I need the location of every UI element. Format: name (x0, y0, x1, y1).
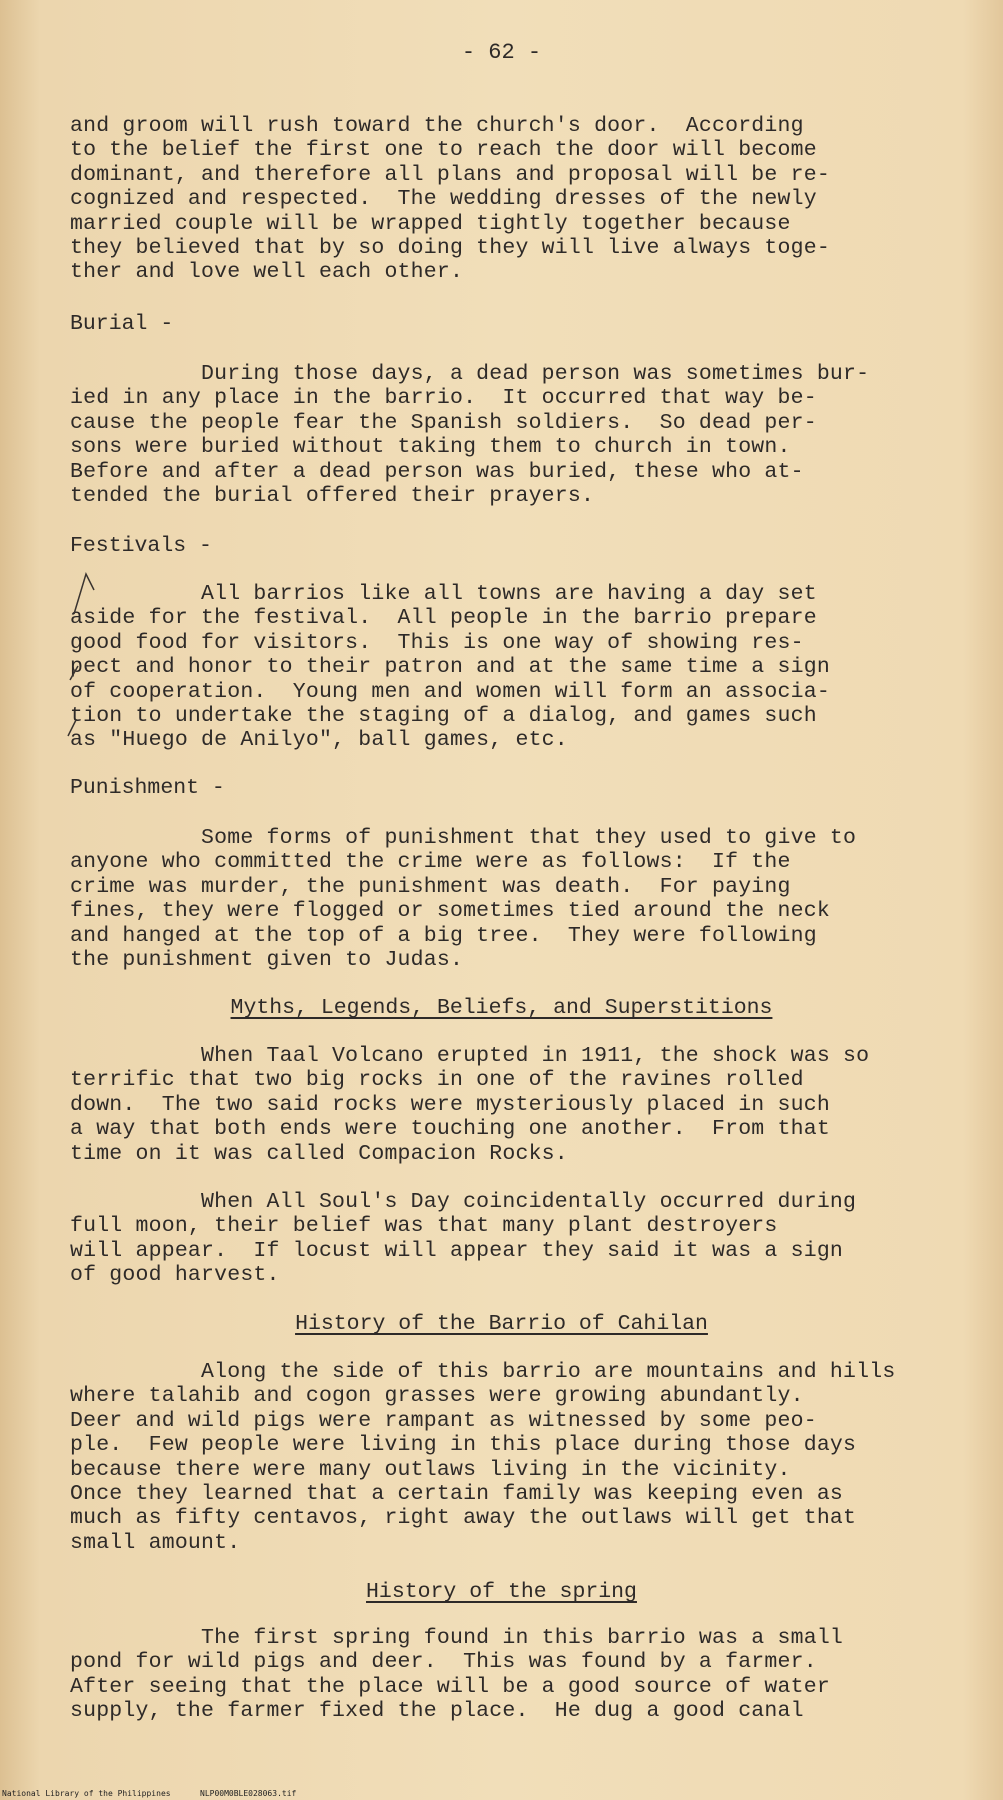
text-line: will appear. If locust will appear they said it was a sign (70, 1238, 844, 1263)
text-line: supply, the farmer fixed the place. He dug a good canal (70, 1699, 804, 1724)
text-line: ied in any place in the barrio. It occurred that way be- (70, 386, 817, 411)
history-cahilan-title (0, 1312, 1003, 1336)
text-line: pect and honor to their patron and at the same time a sign (70, 655, 830, 680)
handwritten-margin-mark (64, 570, 104, 740)
festivals-paragraph (70, 582, 950, 753)
text-line: small amount. (70, 1530, 241, 1555)
footer-library-credit: National Library of the Philippines (2, 1789, 171, 1798)
myths-title (0, 996, 1003, 1020)
text-line: ple. Few people were living in this place during those days (70, 1433, 857, 1458)
text-line: to the belief the first one to reach the door will become (70, 138, 817, 163)
text-line: The first spring found in this barrio was a small (70, 1626, 844, 1650)
history-spring-paragraph (70, 1626, 950, 1724)
text-line: Once they learned that a certain family was keeping even as (70, 1481, 844, 1506)
text-line: good food for visitors. This is one way of showing res- (70, 630, 804, 655)
text-line: Before and after a dead person was buried, these who at- (70, 459, 804, 484)
text-line: anyone who committed the crime were as follows: If the (70, 850, 791, 875)
footer-file-name: NLP00M0BLE028063.tif (200, 1789, 297, 1798)
text-line: dominant, and therefore all plans and proposal will be re- (70, 162, 830, 187)
text-line: and hanged at the top of a big tree. They were following (70, 923, 817, 948)
intro-paragraph (70, 114, 950, 285)
punishment-paragraph (70, 826, 950, 972)
text-line: terrific that two big rocks in one of the ravines rolled (70, 1068, 804, 1093)
text-line: where talahib and cogon grasses were growing abundantly. (70, 1384, 804, 1409)
text-line: they believed that by so doing they will live always toge- (70, 235, 830, 260)
history-spring-title (0, 1580, 1003, 1604)
page-number: - 62 - (461, 40, 542, 65)
text-line: crime was murder, the punishment was death. For paying (70, 874, 791, 899)
myths-paragraph-2 (70, 1190, 950, 1288)
text-line: During those days, a dead person was sometimes bur- (70, 362, 870, 386)
history-spring-title-text: History of the spring (366, 1580, 637, 1604)
text-line: down. The two said rocks were mysteriously placed in such (70, 1092, 830, 1117)
festivals-heading: Festivals - (70, 534, 212, 558)
text-line: of good harvest. (70, 1263, 280, 1288)
text-line: as "Huego de Anilyo", ball games, etc. (70, 728, 568, 753)
burial-heading: Burial - (70, 312, 174, 336)
text-line: sons were buried without taking them to church in town. (70, 435, 791, 460)
punishment-heading: Punishment - (70, 776, 225, 800)
text-line: time on it was called Compacion Rocks. (70, 1141, 568, 1166)
myths-title-text: Myths, Legends, Beliefs, and Superstitions (230, 996, 773, 1020)
text-line: the punishment given to Judas. (70, 947, 464, 972)
text-line: aside for the festival. All people in the barrio prepare (70, 606, 817, 631)
text-line: After seeing that the place will be a good source of water (70, 1674, 830, 1699)
text-line: cause the people fear the Spanish soldiers. So dead per- (70, 410, 817, 435)
myths-paragraph-1 (70, 1044, 950, 1166)
text-line: cognized and respected. The wedding dresses of the newly (70, 187, 817, 212)
history-cahilan-paragraph (70, 1360, 950, 1555)
text-line: Along the side of this barrio are mountains and hills (70, 1360, 896, 1384)
text-line: pond for wild pigs and deer. This was found by a farmer. (70, 1650, 817, 1675)
text-line: full moon, their belief was that many plant destroyers (70, 1214, 778, 1239)
text-line: ther and love well each other. (70, 260, 464, 285)
text-line: When Taal Volcano erupted in 1911, the shock was so (70, 1044, 870, 1068)
text-line: because there were many outlaws living in the vicinity. (70, 1457, 791, 1482)
text-line: a way that both ends were touching one another. From that (70, 1117, 830, 1142)
text-line: All barrios like all towns are having a day set (70, 582, 817, 606)
text-line: Some forms of punishment that they used to give to (70, 826, 857, 850)
burial-paragraph (70, 362, 950, 508)
text-line: fines, they were flogged or sometimes tied around the neck (70, 899, 830, 924)
text-line: married couple will be wrapped tightly together because (70, 211, 791, 236)
text-line: tended the burial offered their prayers. (70, 483, 595, 508)
history-cahilan-title-text: History of the Barrio of Cahilan (295, 1312, 708, 1336)
text-line: much as fifty centavos, right away the outlaws will get that (70, 1506, 857, 1531)
text-line: tion to undertake the staging of a dialog, and games such (70, 703, 817, 728)
text-line: When All Soul's Day coincidentally occurred during (70, 1190, 857, 1214)
text-line: and groom will rush toward the church's door. According (70, 114, 804, 138)
text-line: of cooperation. Young men and women will form an associa- (70, 679, 830, 704)
text-line: Deer and wild pigs were rampant as witnessed by some peo- (70, 1408, 817, 1433)
